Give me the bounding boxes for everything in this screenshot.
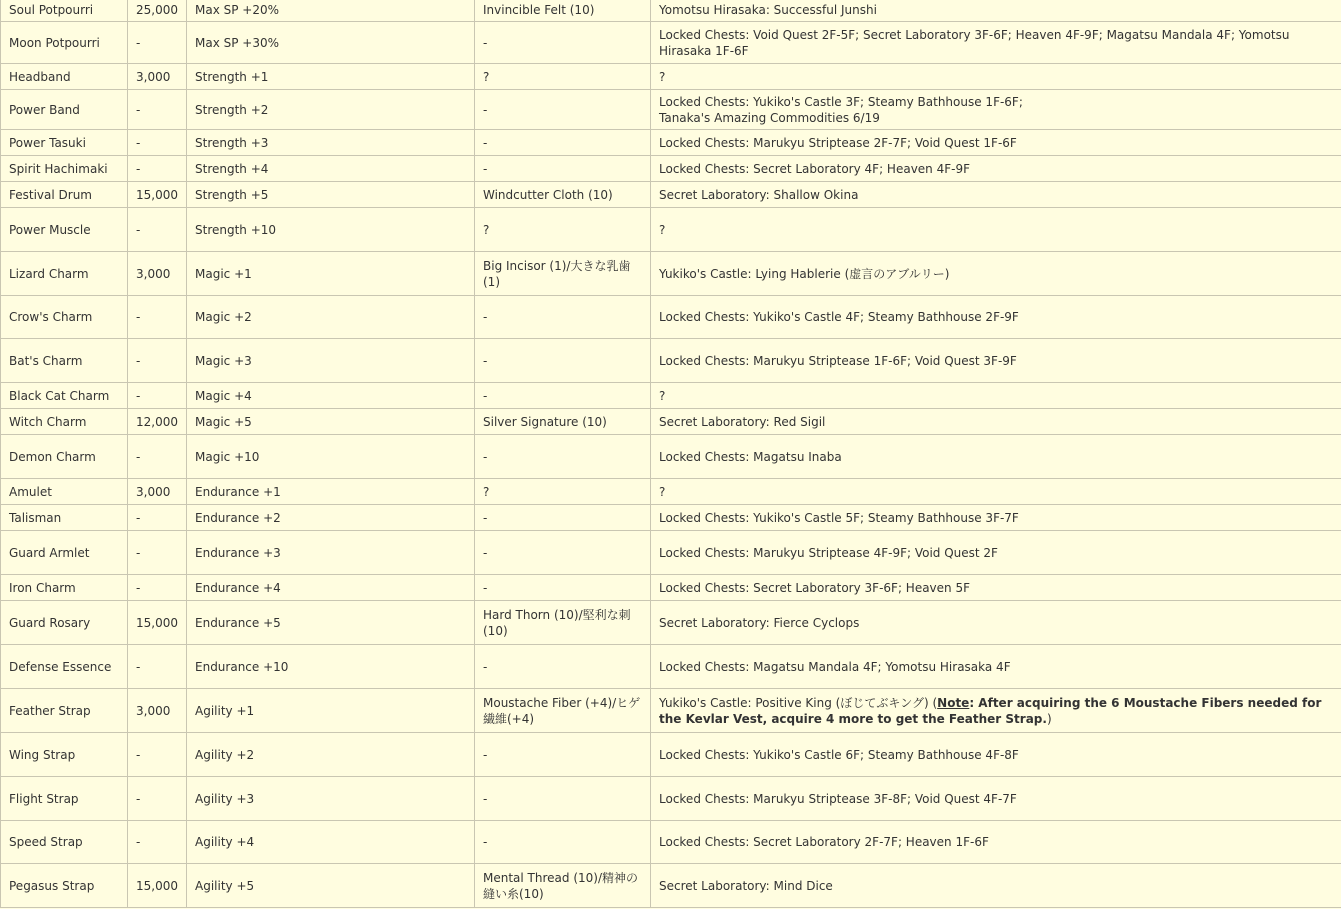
item-effect-cell: Endurance +10 (187, 645, 475, 689)
item-effect-cell: Endurance +4 (187, 575, 475, 601)
table-row (1, 864, 1341, 908)
table-row (1, 645, 1341, 689)
item-cost-cell: - (128, 339, 187, 383)
item-name-cell: Black Cat Charm (1, 383, 128, 409)
item-name-cell: Feather Strap (1, 689, 128, 733)
item-location-cell: Secret Laboratory: Mind Dice (651, 864, 1341, 908)
table-row (1, 22, 1341, 64)
item-name-cell: Wing Strap (1, 733, 128, 777)
item-location-cell: Locked Chests: Yukiko's Castle 6F; Steamy Bathhouse 4F-8F (651, 733, 1341, 777)
item-location-cell: Locked Chests: Magatsu Mandala 4F; Yomotsu Hirasaka 4F (651, 645, 1341, 689)
table-row (1, 821, 1341, 864)
item-cost-cell: - (128, 90, 187, 130)
item-cost-cell: 15,000 (128, 601, 187, 645)
item-name-cell: Bat's Charm (1, 339, 128, 383)
item-name-cell: Speed Strap (1, 821, 128, 864)
item-cost-cell: - (128, 733, 187, 777)
item-material-cell: - (475, 22, 651, 64)
item-location-cell: Locked Chests: Magatsu Inaba (651, 435, 1341, 479)
item-material-cell: Moustache Fiber (+4)/ヒゲ繊維(+4) (475, 689, 651, 733)
table-row (1, 575, 1341, 601)
item-cost-cell: - (128, 821, 187, 864)
table-row (1, 777, 1341, 821)
item-material-cell: - (475, 645, 651, 689)
item-material-cell: Big Incisor (1)/大きな乳歯 (1) (475, 252, 651, 296)
item-cost-cell: 3,000 (128, 689, 187, 733)
item-effect-cell: Agility +2 (187, 733, 475, 777)
item-cost-cell: 15,000 (128, 864, 187, 908)
item-location-cell: Yukiko's Castle: Positive King (ぼじてぶキング) (Note: After acquiring the 6 Moustache Fibers needed for the Kevlar Vest, acquire 4 more to get the Feather Strap.) (651, 689, 1341, 733)
item-location-cell: ? (651, 64, 1341, 90)
table-row (1, 252, 1341, 296)
item-name-cell: Demon Charm (1, 435, 128, 479)
item-effect-cell: Strength +5 (187, 182, 475, 208)
table-row (1, 208, 1341, 252)
table-row (1, 505, 1341, 531)
item-material-cell: Silver Signature (10) (475, 409, 651, 435)
note-label: Note (937, 695, 970, 710)
item-location-cell: Secret Laboratory: Shallow Okina (651, 182, 1341, 208)
item-name-cell: Lizard Charm (1, 252, 128, 296)
item-cost-cell: - (128, 435, 187, 479)
item-effect-cell: Agility +5 (187, 864, 475, 908)
table-row (1, 0, 1341, 22)
item-location-cell: Locked Chests: Secret Laboratory 4F; Heaven 4F-9F (651, 156, 1341, 182)
item-location-cell: Locked Chests: Secret Laboratory 3F-6F; Heaven 5F (651, 575, 1341, 601)
item-location-cell: Locked Chests: Marukyu Striptease 3F-8F; Void Quest 4F-7F (651, 777, 1341, 821)
item-cost-cell: - (128, 22, 187, 64)
item-name-cell: Amulet (1, 479, 128, 505)
item-cost-cell: - (128, 531, 187, 575)
item-material-cell: ? (475, 208, 651, 252)
item-cost-cell: - (128, 575, 187, 601)
item-name-cell: Pegasus Strap (1, 864, 128, 908)
table-body (1, 0, 1341, 908)
item-material-cell: - (475, 733, 651, 777)
item-name-cell: Witch Charm (1, 409, 128, 435)
item-cost-cell: - (128, 383, 187, 409)
item-name-cell: Flight Strap (1, 777, 128, 821)
item-location-cell: Secret Laboratory: Red Sigil (651, 409, 1341, 435)
item-material-cell: Hard Thorn (10)/堅利な刺 (10) (475, 601, 651, 645)
item-location-cell: Locked Chests: Void Quest 2F-5F; Secret Laboratory 3F-6F; Heaven 4F-9F; Magatsu Mandala 4F; Yomotsu Hirasaka 1F-6F (651, 22, 1341, 64)
item-effect-cell: Agility +3 (187, 777, 475, 821)
item-material-cell: - (475, 130, 651, 156)
item-effect-cell: Strength +1 (187, 64, 475, 90)
item-name-cell: Spirit Hachimaki (1, 156, 128, 182)
table-row (1, 435, 1341, 479)
item-cost-cell: - (128, 296, 187, 339)
table-row (1, 689, 1341, 733)
item-location-cell: ? (651, 208, 1341, 252)
item-effect-cell: Agility +4 (187, 821, 475, 864)
item-location-cell: Locked Chests: Marukyu Striptease 1F-6F; Void Quest 3F-9F (651, 339, 1341, 383)
item-cost-cell: 3,000 (128, 252, 187, 296)
item-name-cell: Iron Charm (1, 575, 128, 601)
table-row (1, 296, 1341, 339)
item-material-cell: ? (475, 64, 651, 90)
item-name-cell: Soul Potpourri (1, 0, 128, 22)
item-name-cell: Moon Potpourri (1, 22, 128, 64)
table-row (1, 479, 1341, 505)
item-effect-cell: Strength +10 (187, 208, 475, 252)
item-location-cell: Locked Chests: Marukyu Striptease 2F-7F; Void Quest 1F-6F (651, 130, 1341, 156)
table-row (1, 90, 1341, 130)
item-material-cell: - (475, 296, 651, 339)
item-material-cell: - (475, 435, 651, 479)
item-material-cell: - (475, 339, 651, 383)
item-effect-cell: Agility +1 (187, 689, 475, 733)
item-effect-cell: Max SP +30% (187, 22, 475, 64)
item-name-cell: Festival Drum (1, 182, 128, 208)
item-location-cell: Locked Chests: Secret Laboratory 2F-7F; Heaven 1F-6F (651, 821, 1341, 864)
item-effect-cell: Magic +3 (187, 339, 475, 383)
item-cost-cell: - (128, 156, 187, 182)
item-location-cell: Yukiko's Castle: Lying Hablerie (虚言のアブルリー) (651, 252, 1341, 296)
item-material-cell: - (475, 575, 651, 601)
item-location-cell: Secret Laboratory: Fierce Cyclops (651, 601, 1341, 645)
item-effect-cell: Magic +4 (187, 383, 475, 409)
item-effect-cell: Endurance +3 (187, 531, 475, 575)
table-row (1, 733, 1341, 777)
item-cost-cell: - (128, 645, 187, 689)
item-location-cell: Locked Chests: Yukiko's Castle 4F; Steamy Bathhouse 2F-9F (651, 296, 1341, 339)
item-name-cell: Guard Armlet (1, 531, 128, 575)
item-effect-cell: Magic +2 (187, 296, 475, 339)
item-material-cell: Windcutter Cloth (10) (475, 182, 651, 208)
item-name-cell: Crow's Charm (1, 296, 128, 339)
item-cost-cell: - (128, 777, 187, 821)
location-note (659, 696, 1321, 726)
item-material-cell: Mental Thread (10)/精神の縫い糸(10) (475, 864, 651, 908)
item-effect-cell: Max SP +20% (187, 0, 475, 22)
table-row (1, 531, 1341, 575)
table-row (1, 409, 1341, 435)
item-name-cell: Defense Essence (1, 645, 128, 689)
item-cost-cell: - (128, 130, 187, 156)
item-material-cell: - (475, 505, 651, 531)
item-material-cell: Invincible Felt (10) (475, 0, 651, 22)
item-effect-cell: Endurance +5 (187, 601, 475, 645)
item-material-cell: - (475, 821, 651, 864)
item-location-cell: Locked Chests: Yukiko's Castle 5F; Steamy Bathhouse 3F-7F (651, 505, 1341, 531)
item-effect-cell: Endurance +2 (187, 505, 475, 531)
table-row (1, 156, 1341, 182)
item-cost-cell: 25,000 (128, 0, 187, 22)
item-name-cell: Headband (1, 64, 128, 90)
item-name-cell: Guard Rosary (1, 601, 128, 645)
table-row (1, 601, 1341, 645)
table-row (1, 64, 1341, 90)
item-location-cell: Locked Chests: Yukiko's Castle 3F; Steamy Bathhouse 1F-6F; Tanaka's Amazing Commodities 6/19 (651, 90, 1341, 130)
table-row (1, 182, 1341, 208)
item-location-cell: ? (651, 383, 1341, 409)
item-effect-cell: Strength +2 (187, 90, 475, 130)
item-effect-cell: Strength +4 (187, 156, 475, 182)
table-row (1, 339, 1341, 383)
item-effect-cell: Magic +1 (187, 252, 475, 296)
item-location-cell: ? (651, 479, 1341, 505)
item-cost-cell: - (128, 505, 187, 531)
item-effect-cell: Magic +10 (187, 435, 475, 479)
item-material-cell: - (475, 383, 651, 409)
item-location-cell: Locked Chests: Marukyu Striptease 4F-9F; Void Quest 2F (651, 531, 1341, 575)
item-effect-cell: Magic +5 (187, 409, 475, 435)
item-effect-cell: Strength +3 (187, 130, 475, 156)
item-cost-cell: 12,000 (128, 409, 187, 435)
item-material-cell: - (475, 90, 651, 130)
item-name-cell: Power Muscle (1, 208, 128, 252)
item-name-cell: Power Band (1, 90, 128, 130)
item-material-cell: ? (475, 479, 651, 505)
item-material-cell: - (475, 531, 651, 575)
item-cost-cell: 3,000 (128, 64, 187, 90)
note-text: : After acquiring the 6 Moustache Fibers needed for the Kevlar Vest, acquire 4 more to get the Feather Strap. (659, 695, 1322, 726)
item-name-cell: Talisman (1, 505, 128, 531)
item-location-cell: Yomotsu Hirasaka: Successful Junshi (651, 0, 1341, 22)
item-effect-cell: Endurance +1 (187, 479, 475, 505)
item-name-cell: Power Tasuki (1, 130, 128, 156)
note-end: ) (1046, 711, 1052, 726)
item-cost-cell: 15,000 (128, 182, 187, 208)
item-material-cell: - (475, 777, 651, 821)
item-cost-cell: - (128, 208, 187, 252)
table-row (1, 383, 1341, 409)
table-row (1, 130, 1341, 156)
item-material-cell: - (475, 156, 651, 182)
item-cost-cell: 3,000 (128, 479, 187, 505)
